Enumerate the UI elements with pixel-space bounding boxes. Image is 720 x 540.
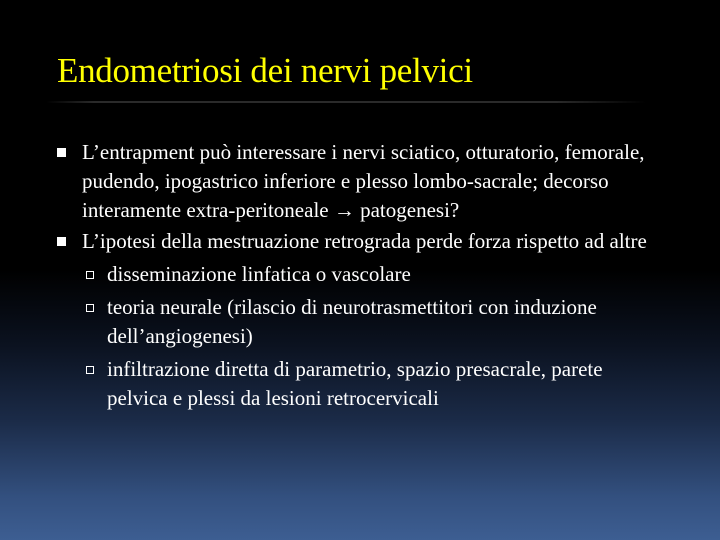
hollow-square-bullet-icon <box>86 366 94 374</box>
sub-bullet-text: infiltrazione diretta di parametrio, spazio presacrale, parete pelvica e plessi da lesioni retrocervicali <box>107 357 603 410</box>
square-bullet-icon <box>57 237 66 246</box>
title-divider <box>46 101 646 103</box>
sub-bullet-text: teoria neurale (rilascio di neurotrasmettitori con induzione dell’angiogenesi) <box>107 295 597 348</box>
sub-bullet-text: disseminazione linfatica o vascolare <box>107 262 411 286</box>
square-bullet-icon <box>57 148 66 157</box>
hollow-square-bullet-icon <box>86 304 94 312</box>
hollow-square-bullet-icon <box>86 271 94 279</box>
bullet-text: L’entrapment può interessare i nervi sciatico, otturatorio, femorale, pudendo, ipogastrico inferiore e plesso lombo-sacrale; decorso interamente extra-peritoneale → patogenesi? <box>82 140 645 222</box>
slide-content <box>0 138 720 413</box>
sub-bullet-item <box>107 355 667 413</box>
slide-title: Endometriosi dei nervi pelvici <box>57 51 473 90</box>
sub-bullet-item <box>107 293 667 351</box>
bullet-text: L’ipotesi della mestruazione retrograda perde forza rispetto ad altre <box>82 229 647 253</box>
bullet-item <box>82 227 662 256</box>
bullet-item <box>82 138 662 225</box>
sub-bullet-item <box>107 260 667 289</box>
